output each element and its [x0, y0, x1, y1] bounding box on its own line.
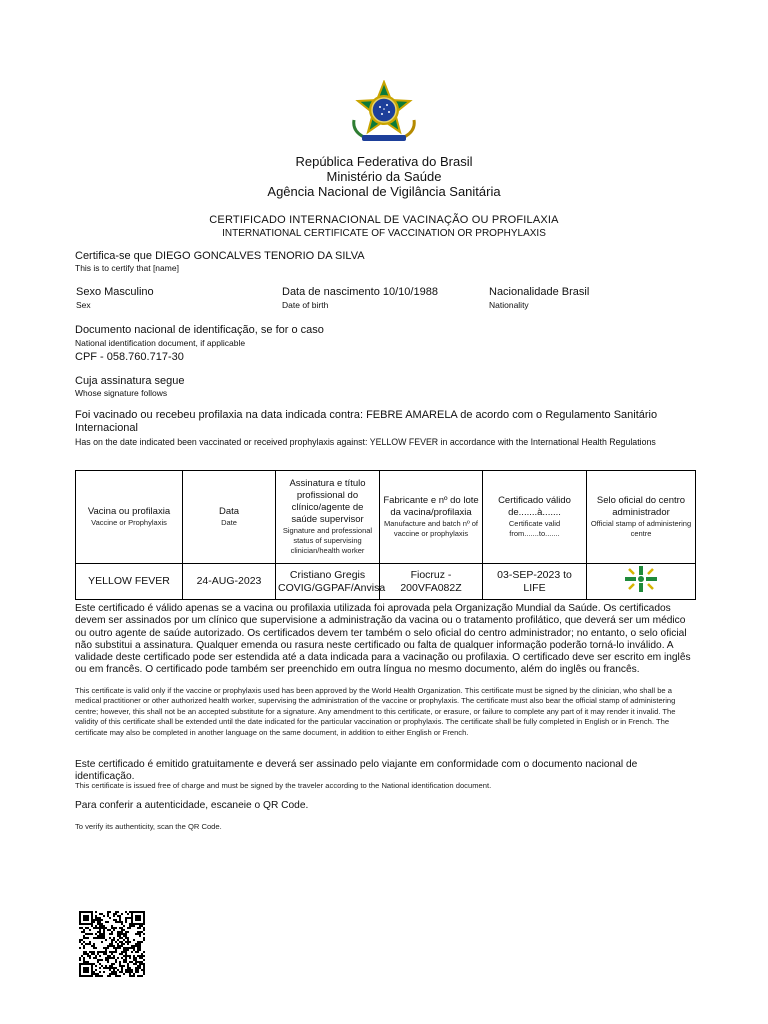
- dob-label-en: Date of birth: [282, 300, 329, 310]
- republic-title: República Federativa do Brasil: [295, 154, 473, 169]
- cpf-value: CPF - 058.760.717-30: [75, 351, 184, 363]
- free-of-charge-en: This certificate is issued free of charge and must be signed by the traveler according to the National identification document.: [75, 781, 492, 790]
- agency-title: Agência Nacional de Vigilância Sanitária: [267, 184, 501, 199]
- header-validity: Certificado válido de.......à....... Certificate valid from.......to.......: [483, 471, 587, 564]
- vaccination-statement-en: Has on the date indicated been vaccinated or received prophylaxis against: YELLOW FEVER in accordance with the International Health Regulations: [75, 437, 656, 447]
- cell-stamp: [587, 564, 696, 600]
- certify-name: Certifica-se que DIEGO GONCALVES TENORIO DA SILVA: [75, 250, 365, 262]
- signature-label: Cuja assinatura segue: [75, 375, 185, 387]
- brazil-coat-of-arms-icon: [344, 80, 424, 144]
- verify-note-pt: Para conferir a autenticidade, escaneie o QR Code.: [75, 800, 309, 811]
- certify-name-en: This is to certify that [name]: [75, 263, 179, 273]
- cell-date: 24-AUG-2023: [183, 564, 276, 600]
- nationality-value: Nacionalidade Brasil: [489, 286, 590, 298]
- cell-vaccine: YELLOW FEVER: [76, 564, 183, 600]
- certificate-title-en: INTERNATIONAL CERTIFICATE OF VACCINATION OR PROPHYLAXIS: [222, 228, 546, 239]
- cell-validity: 03-SEP-2023 to LIFE: [483, 564, 587, 600]
- table-header-row: [76, 471, 696, 564]
- signature-label-en: Whose signature follows: [75, 388, 168, 398]
- validity-note-pt: Este certificado é válido apenas se a vacina ou profilaxia utilizada foi aprovada pela Organização Mundial da Saúde. Os certificados devem ser assinados por um clínico que supervisione a administração da vacina ou o tratamento profilático, que deverá ser um médico ou outro agente de saúde autorizado. Os certificados devem ter também o selo oficial do centro administrador; no entanto, o selo oficial não substitui a assinatura. Qualquer emenda ou rasura neste certificado ou falta de qualquer informação poderão torná-lo inválido. A validade deste certificado pode ser estendida até a data indicada para a vacinação ou profilaxia. O certificado deve ser escrito em inglês ou em francês. O certificado pode também ser preenchido em outra língua no mesmo documento, além do inglês ou francês.: [75, 603, 691, 676]
- id-document-label-en: National identification document, if applicable: [75, 338, 246, 348]
- vaccination-statement-pt: Foi vacinado ou recebeu profilaxia na data indicada contra: FEBRE AMARELA de acordo com o Regulamento Sanitário Internacional: [75, 409, 658, 434]
- table-row: [76, 564, 696, 600]
- qr-code-icon[interactable]: [79, 911, 145, 977]
- cell-manufacturer: Fiocruz - 200VFA082Z: [380, 564, 483, 600]
- nationality-label-en: Nationality: [489, 300, 529, 310]
- certificate-title-pt: CERTIFICADO INTERNACIONAL DE VACINAÇÃO OU PROFILAXIA: [209, 214, 559, 226]
- id-document-label: Documento nacional de identificação, se for o caso: [75, 324, 324, 336]
- header-vaccine: Vacina ou profilaxia Vaccine or Prophylaxis: [76, 471, 183, 564]
- free-of-charge-pt: Este certificado é emitido gratuitamente e deverá ser assinado pelo viajante em conformidade com o documento nacional de identificação.: [75, 759, 638, 783]
- header-manufacturer: Fabricante e nº do lote da vacina/profilaxia Manufacture and batch nº of vaccine or prophylaxis: [380, 471, 483, 564]
- vaccination-table: [75, 470, 696, 600]
- header-stamp: Selo oficial do centro administrador Official stamp of administering centre: [587, 471, 696, 564]
- anvisa-stamp-icon: [621, 580, 661, 597]
- header-supervisor: Assinatura e título profissional do clínico/agente de saúde supervisor Signature and professional status of supervising clinician/health worker: [276, 471, 380, 564]
- validity-note-en: This certificate is valid only if the vaccine or prophylaxis used has been approved by the World Health Organization. This certificate must be signed by the clinician, who shall be a medical practitioner or other authorized health worker, supervising the administration of the vaccine or prophylaxis. The certificate must also bear the official stamp of administering centre; however, this shall not be an accepted substitute for a signature. Any amendment to this certificate, or erasure, or failure to complete any part of it may render it invalid. The validity of this certificate shall be extended until the date indicated for the particular vaccination or prophylaxis. The certificate shall be fully completed in English or in French. The certificate may also be completed in another language on the same document, in addition to either English or French.: [75, 686, 676, 737]
- dob-value: Data de nascimento 10/10/1988: [282, 286, 438, 298]
- cell-supervisor: Cristiano Gregis COVIG/GGPAF/Anvisa: [276, 564, 380, 600]
- sex-label-en: Sex: [76, 300, 91, 310]
- ministry-title: Ministério da Saúde: [326, 169, 442, 184]
- verify-note-en: To verify its authenticity, scan the QR Code.: [75, 822, 222, 831]
- header-date: Data Date: [183, 471, 276, 564]
- sex-value: Sexo Masculino: [76, 286, 154, 298]
